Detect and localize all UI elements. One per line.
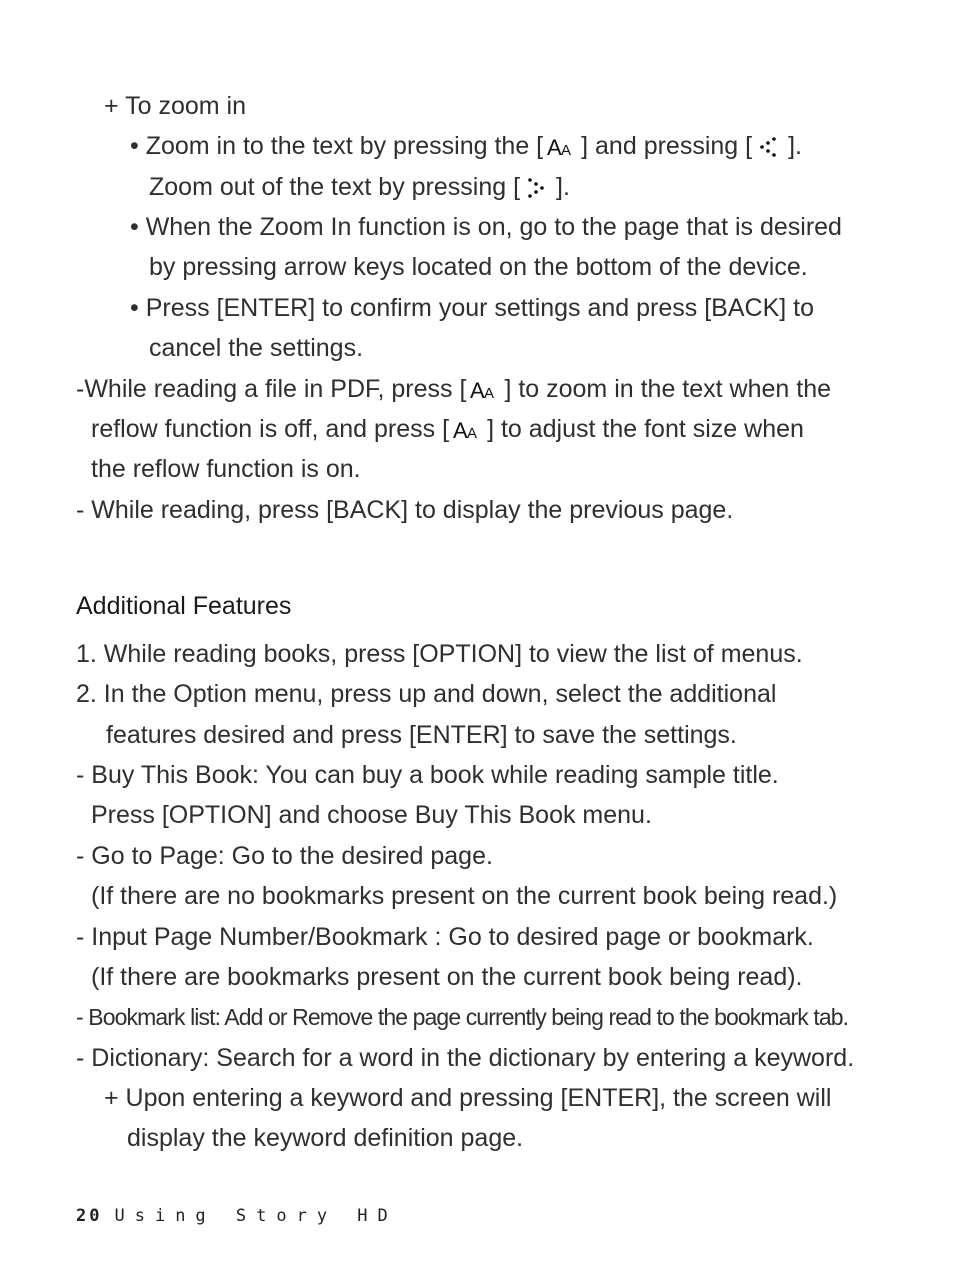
font-size-aa-icon — [453, 418, 483, 442]
feature-line: - Input Page Number/Bookmark : Go to desired page or bookmark. — [76, 923, 814, 951]
zoom-bullet-1: • Zoom in to the text by pressing the [ ] and pressing [ ]. — [130, 132, 802, 160]
pdf-note-line-2: reflow function is off, and press [ ] to adjust the font size when — [91, 415, 804, 443]
font-size-aa-icon — [547, 135, 577, 159]
zoom-bullet-3: • Press [ENTER] to confirm your settings and press [BACK] to — [130, 294, 815, 322]
feature-line: features desired and press [ENTER] to save the settings. — [106, 721, 737, 749]
footer-title: Using Story HD — [114, 1206, 398, 1226]
bullet-dot: • — [130, 213, 146, 241]
feature-line: 1. While reading books, press [OPTION] to view the list of menus. — [76, 640, 803, 668]
page-footer — [76, 1206, 398, 1226]
pdf-note-line-1: -While reading a file in PDF, press [ ] to zoom in the text when the — [76, 375, 832, 403]
font-size-aa-icon — [470, 378, 500, 402]
feature-line: - Bookmark list: Add or Remove the page currently being read to the bookmark tab. — [76, 1004, 849, 1030]
section-heading: Additional Features — [76, 592, 292, 620]
feature-line: Press [OPTION] and choose Buy This Book menu. — [91, 801, 652, 829]
feature-line: 2. In the Option menu, press up and down, select the additional — [76, 680, 777, 708]
pdf-note-line-3: the reflow function is on. — [91, 455, 361, 483]
zoom-bullet-2: • When the Zoom In function is on, go to the page that is desired — [130, 213, 842, 241]
bullet-dot: • — [130, 294, 146, 322]
zoom-section-heading: + To zoom in — [104, 92, 246, 120]
zoom-bullet-1-cont: Zoom out of the text by pressing [ ]. — [149, 173, 570, 201]
zoom-out-dots-icon — [526, 176, 550, 200]
feature-line: (If there are bookmarks present on the current book being read). — [91, 963, 803, 991]
feature-line: - Dictionary: Search for a word in the dictionary by entering a keyword. — [76, 1044, 855, 1072]
feature-line: - Buy This Book: You can buy a book while reading sample title. — [76, 761, 779, 789]
bullet-dot: • — [130, 132, 146, 160]
feature-line: display the keyword definition page. — [127, 1124, 524, 1152]
zoom-bullet-3-cont: cancel the settings. — [149, 334, 364, 362]
zoom-bullet-2-cont: by pressing arrow keys located on the bottom of the device. — [149, 253, 808, 281]
back-note: - While reading, press [BACK] to display the previous page. — [76, 496, 734, 524]
zoom-in-dots-icon — [758, 135, 782, 159]
feature-line: (If there are no bookmarks present on the current book being read.) — [91, 882, 838, 910]
feature-line: - Go to Page: Go to the desired page. — [76, 842, 493, 870]
page-number: 20 — [76, 1206, 103, 1226]
feature-line: + Upon entering a keyword and pressing [ENTER], the screen will — [104, 1084, 832, 1112]
